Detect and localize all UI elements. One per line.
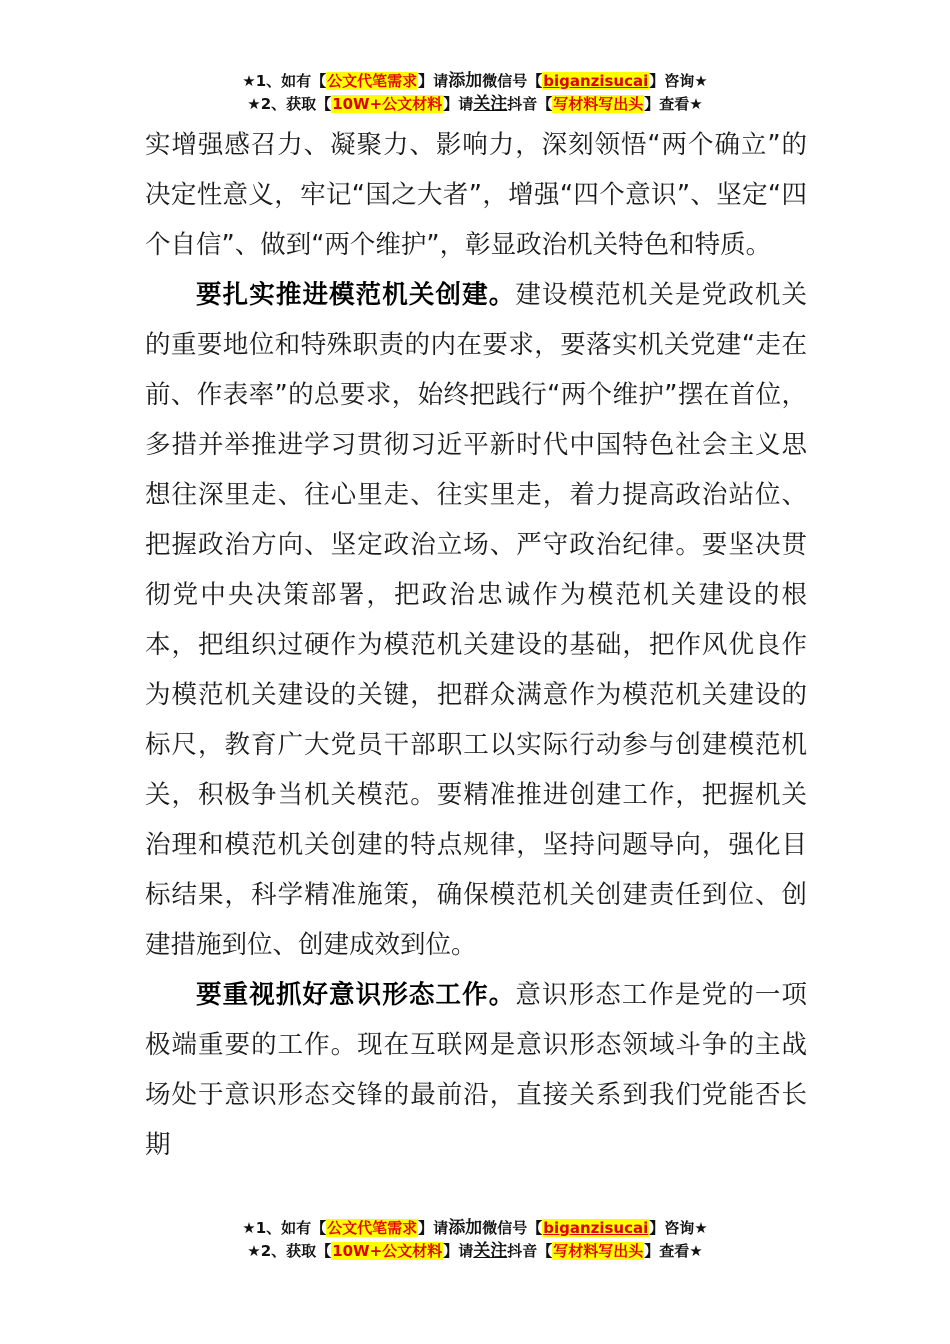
highlight-wechat-id: biganzisucai [543, 1219, 649, 1237]
paragraph-3 [145, 970, 807, 1170]
header-banner [0, 70, 950, 116]
highlight-service: 公文代笔需求 [327, 72, 418, 90]
banner-text: ★2、获取【 [247, 1242, 332, 1260]
banner-emphasis: 关注 [473, 1241, 508, 1261]
highlight-wechat-id: biganzisucai [543, 72, 649, 90]
banner-text: 】咨询★ [649, 1219, 708, 1237]
banner-text: 微信号【 [482, 1219, 543, 1237]
banner-line-1 [0, 1217, 950, 1240]
banner-text: 】查看★ [644, 95, 703, 113]
banner-text: 】查看★ [644, 1242, 703, 1260]
section-heading: 要扎实推进模范机关创建。 [196, 280, 516, 310]
highlight-materials: 10W+公文材料 [332, 1242, 443, 1260]
banner-text: ★1、如有【 [242, 1219, 327, 1237]
banner-line-1 [0, 70, 950, 93]
banner-text: ★2、获取【 [247, 95, 332, 113]
banner-text: 】请 [418, 72, 449, 90]
paragraph-1: 实增强感召力、凝聚力、影响力，深刻领悟“两个确立”的决定性意义，牢记“国之大者”，增强“四个意识”、坚定“四个自信”、做到“两个维护”，彰显政治机关特色和特质。 [145, 130, 807, 260]
paragraph-text: 意识形态工作是党的一项极端重要的工作。现在互联网是意识形态领域斗争的主战场处于意识形态交锋的最前沿，直接关系到我们党能否长期 [145, 980, 807, 1160]
document-body [145, 120, 807, 1170]
footer-banner [0, 1217, 950, 1263]
section-heading: 要重视抓好意识形态工作。 [196, 980, 516, 1010]
banner-text: 】请 [443, 1242, 474, 1260]
banner-emphasis: 添加 [448, 71, 483, 91]
highlight-douyin-account: 写材料写出头 [553, 95, 644, 113]
banner-line-2 [0, 1240, 950, 1263]
banner-text: 】请 [443, 95, 474, 113]
banner-line-2 [0, 93, 950, 116]
paragraph-text: 建设模范机关是党政机关的重要地位和特殊职责的内在要求，要落实机关党建“走在前、作表率”的总要求，始终把践行“两个维护”摆在首位，多措并举推进学习贯彻习近平新时代中国特色社会主义思想往深里走、往心里走、往实里走，着力提高政治站位、把握政治方向、坚定政治立场、严守政治纪律。要坚决贯彻党中央决策部署，把政治忠诚作为模范机关建设的根本，把组织过硬作为模范机关建设的基础，把作风优良作为模范机关建设的关键，把群众满意作为模范机关建设的标尺，教育广大党员干部职工以实际行动参与创建模范机关，积极争当机关模范。要精准推进创建工作，把握机关治理和模范机关创建的特点规律，坚持问题导向，强化目标结果，科学精准施策，确保模范机关创建责任到位、创建措施到位、创建成效到位。 [145, 280, 807, 960]
banner-text: 微信号【 [482, 72, 543, 90]
banner-text: 】咨询★ [649, 72, 708, 90]
highlight-service: 公文代笔需求 [327, 1219, 418, 1237]
banner-text: 】请 [418, 1219, 449, 1237]
highlight-douyin-account: 写材料写出头 [553, 1242, 644, 1260]
banner-emphasis: 添加 [448, 1218, 483, 1238]
banner-emphasis: 关注 [473, 94, 508, 114]
banner-text: 抖音【 [507, 1242, 553, 1260]
paragraph-2 [145, 270, 807, 970]
banner-text: 抖音【 [507, 95, 553, 113]
banner-text: ★1、如有【 [242, 72, 327, 90]
highlight-materials: 10W+公文材料 [332, 95, 443, 113]
